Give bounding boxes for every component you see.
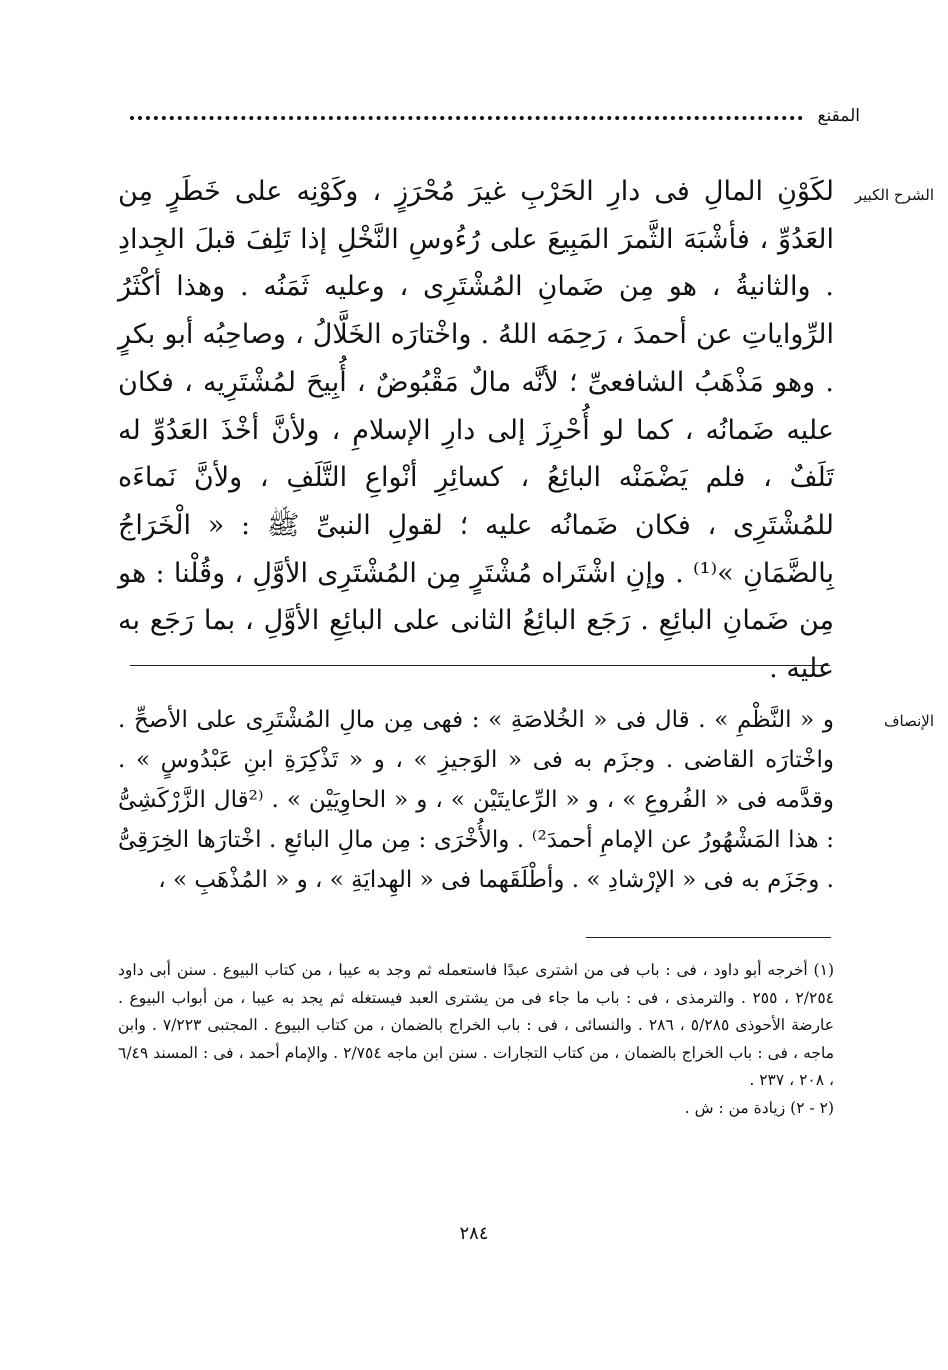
book-title: المقنع bbox=[817, 106, 860, 126]
footnote-2: (٢ - ٢) زيادة من : ش . bbox=[684, 1098, 834, 1117]
footnote-divider bbox=[586, 937, 831, 938]
footnotes bbox=[118, 957, 834, 1123]
section-divider bbox=[130, 665, 830, 666]
insaf-section-label: الإنصاف bbox=[883, 712, 934, 730]
page-number: ٢٨٤ bbox=[459, 1223, 489, 1244]
running-header bbox=[130, 96, 860, 136]
sharh-paragraph: لكَوْنِ المالِ فى دارِ الحَرْبِ غيرَ مُحْرَزٍ ، وكَوْنِه على خَطَرٍ مِن العَدُوِّ ، فأشْبَهَ الثَّمرَ المَبِيعَ على رُءُوسِ النَّخْلِ إذا تَلِفَ قبلَ الجِدادِ . والثانيةُ ، هو مِن ضَمانِ المُشْتَرِى ، وعليه ثَمَنُه . وهذا أكْثَرُ الرِّواياتِ عن أحمدَ ، رَحِمَه اللهُ . واخْتارَه الخَلَّالُ ، وصاحِبُه أبو بكرٍ . وهو مَذْهَبُ الشافعىِّ ؛ لأنَّه مالٌ مَقْبُوضٌ ، أُبِيحَ لمُشْتَرِيه ، فكان عليه ضَمانُه ، كما لو أُحْرِزَ إلى دارِ الإسلامِ ، ولأنَّ أخْذَ العَدُوِّ له تَلَفٌ ، فلم يَضْمَنْه البائِعُ ، كسائِرِ أنْواعِ التَّلَفِ ، ولأنَّ نَماءَه للمُشْتَرِى ، فكان ضَمانُه عليه ؛ لقولِ النبىِّ ﷺ : « الْخَرَاجُ بِالضَّمَانِ »⁽¹⁾ . وإنِ اشْتَراه مُشْتَرٍ مِن المُشْتَرِى الأوَّلِ ، وقُلْنا : هو مِن ضَمانِ البائِعِ . رَجَع البائِعُ الثانى على البائِعِ الأوَّلِ ، بما رَجَع به عليه . bbox=[118, 176, 834, 685]
header-dotted-rule bbox=[130, 116, 803, 120]
sharh-main-text bbox=[118, 168, 834, 693]
insaf-paragraph: و « النَّظْمِ » . قال فى « الخُلاصَةِ » : فهى مِن مالِ المُشْتَرِى على الأصحِّ . واخْتارَه القاضى . وجزَم به فى « الوَجيزِ » ، و « تَذْكِرَةِ ابنِ عَبْدُوسٍ » . وقدَّمه فى « الفُروعِ » ، و « الرِّعايتَيْن » ، و « الحاوِيَيْن » . ⁽²قال الزَّرْكَشِىُّ : هذا المَشْهُورُ عن الإمامِ أحمدَ²⁾ . والأُخْرَى : مِن مالِ البائعِ . اخْتارَها الخِرَقِىُّ . وجَزَم به فى « الإرْشادِ » . وأطْلَقَهما فى « الهِدايَةِ » ، و « المُذْهَبِ » ، bbox=[118, 707, 835, 893]
footnote-1: (١) أخرجه أبو داود ، فى : باب فى من اشترى عبدًا فاستعمله ثم وجد به عيبا ، من كتاب البيوع . سنن أبى داود ٢/٢٥٤ ، ٢٥٥ . والترمذى ، فى : باب ما جاء فى من يشترى العبد فيستغله ثم يجد به عيبا ، من أبواب البيوع . عارضة الأحوذى ٥/٢٨٥ ، ٢٨٦ . والنسائى ، فى : باب الخراج بالضمان ، من كتاب البيوع . المجتبى ٧/٢٢٣ . وابن ماجه ، فى : باب الخراج بالضمان ، من كتاب التجارات . سنن ابن ماجه ٢/٧٥٤ . والإمام أحمد ، فى : المسند ٦/٤٩ ، ٢٠٨ ، ٢٣٧ . bbox=[118, 961, 835, 1090]
sharh-section-label: الشرح الكبير bbox=[854, 186, 934, 204]
insaf-text bbox=[118, 700, 834, 900]
